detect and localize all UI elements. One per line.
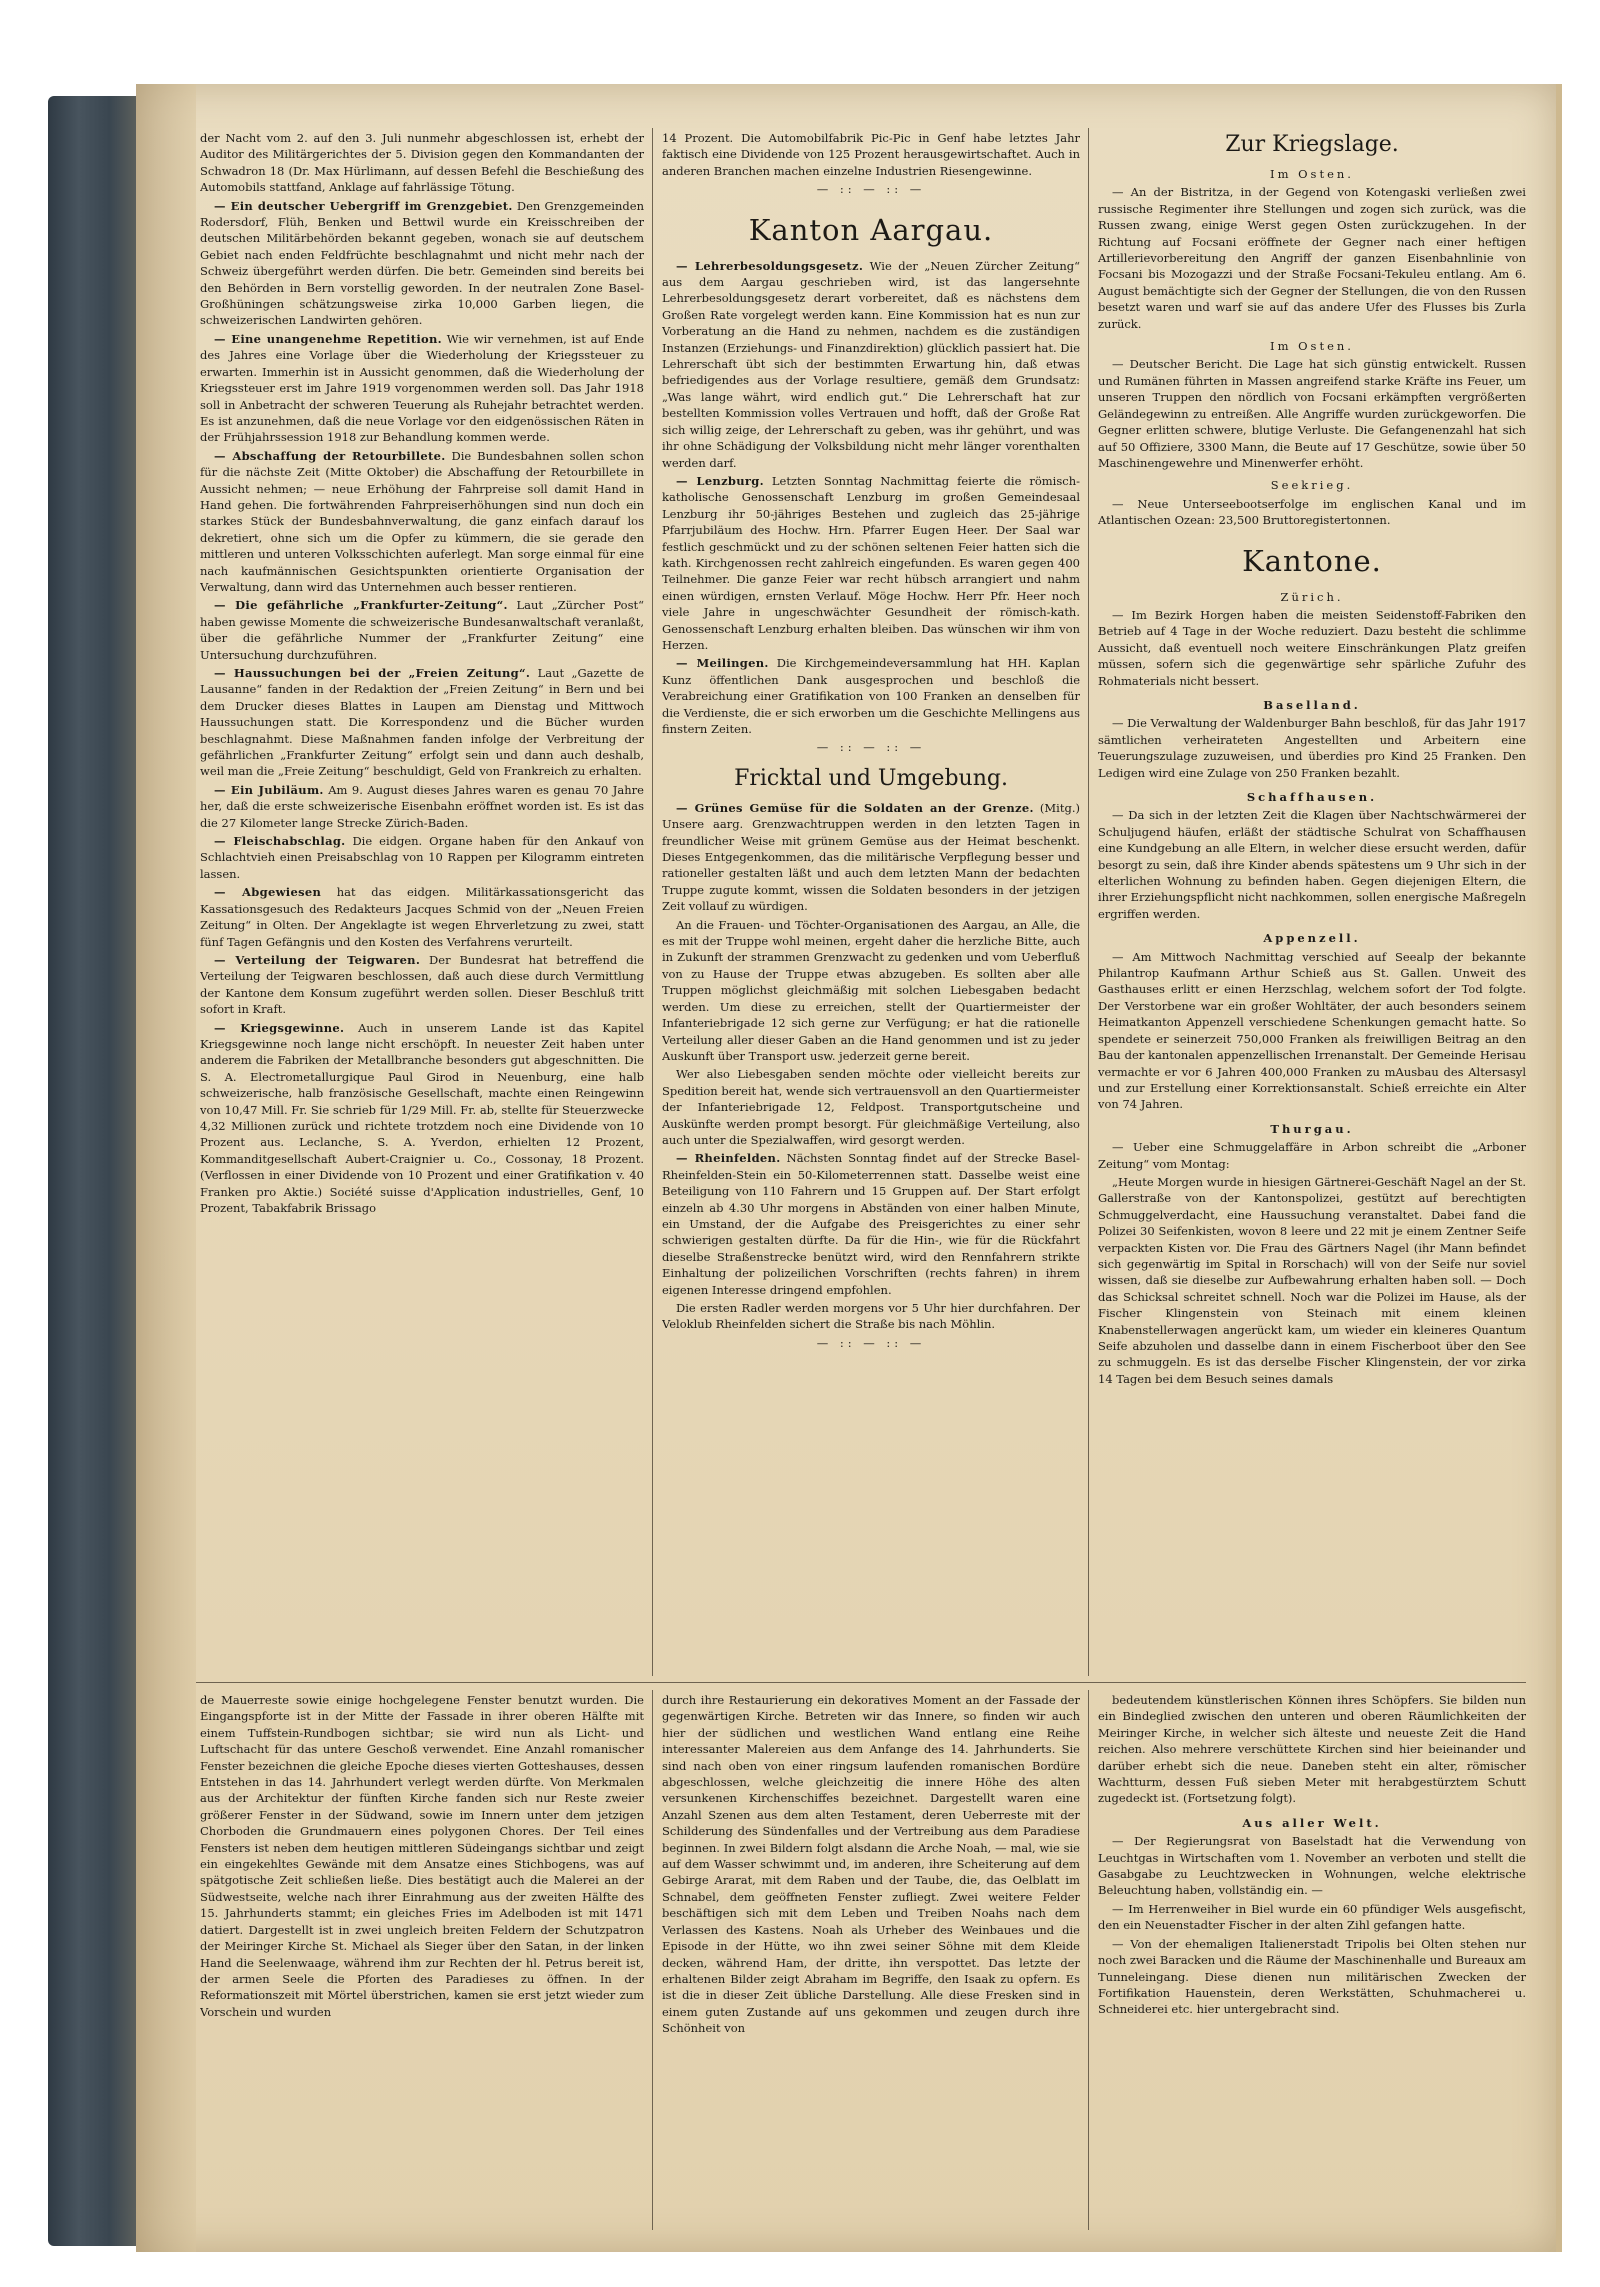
article-paragraph — [200, 448, 644, 596]
bottom-column-3 — [1098, 1692, 1526, 2232]
article-text: — Die Verwaltung der Waldenburger Bahn beschloß, für das Jahr 1917 sämtlichen verheirateten Angestellten und Arbeitern eine Teuerungszulage zuzuweisen, und überdies pro Kind 25 Franken. Den Ledigen wird eine Zulage von 250 Franken bezahlt. — [1098, 716, 1526, 780]
article-paragraph — [662, 130, 1080, 179]
article-text: Laut „Gazette de Lausanne“ fanden in der Redaktion der „Freien Zeitung“ in Bern und bei dem Drucker dieses Blattes in Laupen am Dienstag und Mittwoch Haussuchungen statt. Die Korrespondenz und die Bücher wurden beschlagnahmt. Diese Maßnahmen fanden infolge der Verbreitung der gefährlichen „Frankfurter Zeitung“ erfolgt sein und dann auch deshalb, weil man die „Freie Zeitung“ beschuldigt, Geld von Frankreich zu erhalten. — [200, 666, 644, 779]
news-item: — Der Regierungsrat von Baselstadt hat die Verwendung von Leuchtgas in Wirtschaften vom 1. November an verboten und stellt die Gasabgabe zu Leuchtzwecken in Wohnungen, welche elektrische Beleuchtung haben, vollständig ein. — — [1098, 1834, 1526, 1898]
article-text: hat das eidgen. Militärkassationsgericht das Kassationsgesuch des Redakteurs Jacques Schmid von der „Neuen Freien Zeitung“ in Olten. Der Angeklagte ist wegen Ehrverletzung zu zwei, statt fünf Tagen Gefängnis und den Kosten des Verfahrens verurteilt. — [200, 885, 644, 949]
subsection-heading: Zürich. — [1280, 589, 1344, 604]
subsection-heading: Appenzell. — [1263, 931, 1361, 946]
column-rule — [652, 1690, 653, 2230]
article-paragraph — [662, 1150, 1080, 1298]
article-paragraph — [1098, 496, 1526, 529]
article-lead: — Grünes Gemüse für die Soldaten an der Grenze. — [676, 800, 1034, 815]
article-lead: — Kriegsgewinne. — [214, 1020, 345, 1035]
news-item: — Im Herrenweiher in Biel wurde ein 60 pfündiger Wels ausgefischt, den ein Neuenstadter Fischer in der alten Zihl gefangen hatte. — [1098, 1901, 1526, 1933]
article-paragraph — [1098, 356, 1526, 471]
article-text: — Deutscher Bericht. Die Lage hat sich günstig entwickelt. Russen und Rumänen führten in Massen angreifend starke Kräfte ins Feuer, um unseren Truppen den nördlich von Focsani erkämpften vergrößerten Geländegewinn zu entreißen. Alle Angriffe wurden zurückgeworfen. Die Gegner erlitten schwere, blutige Verluste. Die Gefangenenzahl hat sich auf 50 Offiziere, 3300 Mann, die Beute auf 17 Geschütze, sowie über 50 Maschinengewehre und Minenwerfer erhöht. — [1098, 357, 1526, 470]
section-title: Zur Kriegslage. — [1225, 132, 1399, 157]
bottom-column-2 — [662, 1692, 1080, 2232]
article-text: der Nacht vom 2. auf den 3. Juli nunmehr abgeschlossen ist, erhebt der Auditor des Militärgerichtes der 5. Division gegen den Kommandanten der Schwadron 18 (Dr. Max Hürlimann, auf dessen Befehl die Beschießung des Automobils stattfand, Anklage auf fahrlässige Tötung. — [200, 131, 644, 195]
article-paragraph — [200, 833, 644, 882]
subsection-heading: Im Osten. — [1270, 339, 1354, 354]
subsection-heading: Thurgau. — [1270, 1121, 1354, 1136]
article-paragraph — [200, 1020, 644, 1217]
article-paragraph — [662, 473, 1080, 653]
article-text: Die eidgen. Organe haben für den Ankauf von Schlachtvieh einen Preisabschlag von 10 Rappen per Kilogramm eintreten lassen. — [200, 834, 644, 881]
separator: — :: — :: — — [816, 740, 926, 755]
article-paragraph — [662, 800, 1080, 915]
section-title: Kanton Aargau. — [748, 212, 994, 247]
column-3 — [1098, 122, 1526, 1678]
article-paragraph — [662, 655, 1080, 737]
article-text: Am 9. August dieses Jahres waren es genau 70 Jahre her, daß die erste schweizerische Eisenbahn eröffnet worden ist. Es ist das die 27 Kilometer lange Strecke Zürich-Baden. — [200, 782, 644, 830]
article-lead: — Fleischabschlag. — [214, 834, 346, 849]
book-binding — [48, 96, 136, 2246]
column-rule — [1088, 1690, 1089, 2230]
article-paragraph — [1098, 1139, 1526, 1172]
article-lead: — Eine unangenehme Repetition. — [214, 331, 442, 346]
subsection-heading: Baselland. — [1263, 697, 1361, 712]
column-rule — [1088, 128, 1089, 1676]
article-paragraph — [200, 782, 644, 831]
subsection-heading: Seekrieg. — [1270, 478, 1354, 493]
article-paragraph — [200, 198, 644, 329]
article-paragraph — [662, 917, 1080, 1065]
article-text: „Heute Morgen wurde in hiesigen Gärtnerei-Geschäft Nagel an der St. Gallerstraße von der Kantonspolizei, gestützt auf berechtigten Schmuggelverdacht, eine Haussuchung veranstaltet. Dabei fand die Polizei 30 Seifenkisten, wovon 8 leere und 22 mit je einem Zentner Seife verpackten Kisten vor. Die Frau des Gärtners Nagel (ihr Mann befindet sich gegenwärtig im Spital in Rorschach) will von der Seife nur soviel wissen, daß sie dieselbe zur Aufbewahrung erhalten haben soll. — Doch das Schicksal schreitet schnell. Noch war die Polizei im Hause, als der Fischer Klingenstein von Steinach mit einem kleinen Knabenstellerwagen angerückt kam, um wieder ein kleineres Quantum Seife abzuholen und dasselbe dann in einem Fischerboot über den See zu schmuggeln. Es ist das derselbe Fischer Klingenstein, der vor zirka 14 Tagen bei dem Besuch seines damals — [1098, 1174, 1526, 1386]
article-text: Wie wir vernehmen, ist auf Ende des Jahres eine Vorlage über die Wiederholung der Kriegssteuer zu erwarten. Immerhin ist in Aussicht genommen, daß die Wiederholung der Kriegssteuer erst im Jahre 1919 vorgenommen werden soll. Das Jahr 1918 soll in Anbetracht der schweren Teuerung als Ruhejahr betrachtet werden. Es ist anzunehmen, daß die neue Vorlage vor den eidgenössischen Räten in der Frühjahrssession 1918 zur Behandlung kommen werde. — [200, 331, 644, 445]
separator: — :: — :: — — [816, 1335, 926, 1350]
page-gutter — [136, 84, 196, 2252]
article-lead: — Lenzburg. — [676, 473, 764, 488]
article-text: — Da sich in der letzten Zeit die Klagen über Nachtschwärmerei der Schuljugend häufen, erläßt der städtische Schulrat von Schaffhausen eine Kundgebung an alle Eltern, in welcher diese ersucht werden, dafür besorgt zu sein, daß ihre Kinder abends spätestens um 9 Uhr sich in der elterlichen Wohnung zu befinden haben. Gegen diejenigen Eltern, die ihrer Erziehungspflicht nicht nachkommen, sollen energische Maßregeln ergriffen werden. — [1098, 808, 1526, 921]
article-paragraph — [200, 597, 644, 663]
article-text: Nächsten Sonntag findet auf der Strecke Basel-Rheinfelden-Stein ein 50-Kilometerrennen statt. Dasselbe weist eine Beteiligung von 110 Fahrern und 15 Gruppen auf. Der Start erfolgt einzeln ab 4.30 Uhr morgens in Abständen von einer halben Minute, ein Umstand, der die Aufgabe des Preisgerichtes zu einer sehr schwierigen gestalten dürfte. Da für die Hin-, wie für die Rückfahrt dieselbe Straßenstrecke benützt wird, wird den Rennfahrern strikte Einhaltung der polizeilichen Vorschriften (rechts fahren) in ihrem eigenen Interesse dringend empfohlen. — [662, 1151, 1080, 1297]
section-title: Kantone. — [1242, 543, 1382, 578]
column-1 — [200, 130, 644, 1678]
article-paragraph — [1098, 1174, 1526, 1387]
article-paragraph — [1098, 184, 1526, 332]
article-text: — Am Mittwoch Nachmittag verschied auf Seealp der bekannte Philantrop Kaufmann Arthur Schieß aus St. Gallen. Unweit des Gasthauses erlitt er einen Herzschlag, welchem sofort der Tod folgte. Der Verstorbene war ein großer Wohltäter, der auch besonders seinem Heimatkanton Appenzell verschiedene Schenkungen gemacht hatte. So spendete er seinerzeit 750,000 Franken als freiwilligen Beitrag an den Bau der kantonalen appenzellischen Irrenanstalt. Der Gemeinde Herisau vermachte er vor 6 Jahren 400,000 Franken zu mAusbau des Altersasyl und zur Erstellung einer Korrektionsanstalt. Schieß erreichte ein Alter von 74 Jahren. — [1098, 949, 1526, 1112]
article-text: Die ersten Radler werden morgens vor 5 Uhr hier durchfahren. Der Veloklub Rheinfelden sichert die Straße bis nach Möhlin. — [662, 1301, 1080, 1332]
news-item: — Von der ehemaligen Italienerstadt Tripolis bei Olten stehen nur noch zwei Baracken und die Räume der Maschinenhalle und Bureaux am Tunneleingang. Diese dienen nun militärischen Zwecken der Fortifikation Hauenstein, deren Werkstätten, Schuhmacherei u. Schneiderei etc. hier untergebracht sind. — [1098, 1936, 1526, 2017]
subsection-heading: Schaffhausen. — [1246, 790, 1378, 804]
article-text: Letzten Sonntag Nachmittag feierte die römisch-katholische Genossenschaft Lenzburg im großen Gemeindesaal Lenzburg ihr 50-jähriges Bestehen und zugleich das 25-jährige Pfarrjubiläum des Hochw. Hrn. Pfarrer Eugen Heer. Der Saal war festlich geschmückt und zu der schönen seltenen Feier hatten sich die kath. Kirchgenossen recht zahlreich eingefunden. Es waren gegen 400 Teilnehmer. Die ganze Feier war recht hübsch arrangiert und nahm einen würdigen, ernsten Verlauf. Möge Hochw. Herr Pfr. Heer noch viele Jahre in ungeschwächter Gesundheit der römisch-kath. Genossenschaft Lenzburg erhalten bleiben. Das wünschen wir ihm von Herzen. — [662, 473, 1080, 652]
article-text: Die Kirchgemeindeversammlung hat HH. Kaplan Kunz öffentlichen Dank ausgesprochen und beschloß die Verabreichung einer Gratifikation von 100 Franken an denselben für die Verdienste, die er sich erworben um die Geschichte Mellingens aus finstern Zeiten. — [662, 656, 1080, 736]
article-lead: — Meilingen. — [676, 656, 769, 671]
article-lead: — Ein deutscher Uebergriff im Grenzgebiet. — [214, 198, 513, 213]
section-heading: Aus aller Welt. — [1242, 1815, 1382, 1830]
article-lead: — Die gefährliche „Frankfurter-Zeitung“. — [214, 598, 508, 613]
article-text: Wie der „Neuen Zürcher Zeitung“ aus dem Aargau geschrieben wird, ist das langersehnte Lehrerbesoldungsgesetz derart vorbereitet, daß es nächstens dem Großen Rate vorgelegt werden kann. Eine Kommission hat es nun zur Vorberatung an die Hand zu nehmen, nachdem es die zuständigen Instanzen (Erziehungs- und Finanzdirektion) glücklich passiert hat. Die Lehrerschaft übt sich der bestimmten Erwartung hin, daß etwas befriedigendes aus der Vorlage resultiere, gemäß dem Grundsatz: „Was lange währt, wird endlich gut.“ Die Lehrerschaft hat zur bestellten Kommission volles Vertrauen und hofft, daß der Große Rat sich willig zeige, der Lehrerschaft zu geben, was ihr gehührt, und was ihr ohne Schädigung der Volksbildung nicht mehr länger vorenthalten werden darf. — [662, 258, 1080, 470]
bottom-column-1 — [200, 1692, 644, 2232]
section-rule — [196, 1682, 1526, 1683]
article-text: (Mitg.) Unsere aarg. Grenzwachtruppen werden in den letzten Tagen in freundlicher Weise mit grünem Gemüse aus der Heimat beschenkt. Dieses Entgegenkommen, das die militärische Verpflegung besser und rationeller gestalten läßt und auch dem letzten Mann der bedachten Truppe zugute kommt, wissen die Soldaten besonders in der jetzigen Zeit vollauf zu würdigen. — [662, 800, 1080, 914]
article-paragraph — [1098, 807, 1526, 922]
article-paragraph — [662, 1300, 1080, 1333]
article-paragraph — [662, 258, 1080, 471]
article-lead: — Ein Jubiläum. — [214, 782, 324, 797]
article-lead: — Abgewiesen — [214, 885, 322, 900]
article-text: Die Bundesbahnen sollen schon für die nächste Zeit (Mitte Oktober) die Abschaffung der Retourbillete in Aussicht nehmen; — neue Erhöhung der Fahrpreise soll damit Hand in Hand gehen. Die fortwährenden Fahrpreiserhöhungen sind nun doch ein starkes Stück der Bundesbahnverwaltung, die ganz einfach darauf los dekretiert, ohne sich um die Opfer zu kümmern, die sie gerade den mittleren und unteren Volksschichten auferlegt. Man sorge einmal für eine nach kaufmännischen Gesichtspunkten orientierte Organisation der Verwaltung, dann wird das Unternehmen auch besser rentieren. — [200, 448, 644, 594]
article-paragraph — [1098, 607, 1526, 689]
article-paragraph — [200, 130, 644, 196]
article-paragraph — [200, 665, 644, 780]
article-paragraph — [200, 331, 644, 446]
bottom-text: de Mauerreste sowie einige hochgelegene Fenster benutzt wurden. Die Eingangspforte ist in der Mitte der Fassade in ihrer oberen Hälfte mit einem Tuffstein-Rundbogen sichtbar; sie wird nun als Licht- und Luftschacht für das untere Geschoß verwendet. Eine Anzahl romanischer Fenster bezeichnen die gleiche Epoche dieses vierten Gotteshauses, dessen Entstehen in das 14. Jahrhundert verlegt werden dürfte. Von Merkmalen aus der Architektur der fünften Kirche fanden sich nur Reste zweier größerer Fenster in der Südwand, sowie im Innern unter dem jetzigen Chorboden die Grundmauern eines polygonen Chores. Der Teil eines Fensters ist neben dem heutigen mittleren Südeingangs sichtbar und zeigt ein eingekehltes Gewände mit dem Ansatze eines Stichbogens, was auf spätgotische Zeit schließen ließe. Dies bestätigt auch die Malerei an der Südwestseite, welche nach ihrer Einrahmung aus der zweiten Hälfte des 15. Jahrhunderts stammt; ein gleiches Fries im Adelboden ist mit 1471 datiert. Dargestellt ist in zwei ungleich breiten Feldern der Schutzpatron der Meiringer Kirche St. Michael als Sieger über den Satan, in der linken Hand die Seelenwaage, während ihm zur Rechten der hl. Petrus bereit ist, der armen Seele die Pforten des Paradieses zu öffnen. In der Reformationszeit mit Mörtel überstrichen, kamen sie erst jetzt wieder zum Vorschein und wurden — [200, 1693, 644, 2019]
column-2 — [662, 130, 1080, 1678]
article-paragraph — [1098, 715, 1526, 781]
article-text: Auch in unserem Lande ist das Kapitel Kriegsgewinne noch lange nicht erschöpft. In neuester Zeit haben unter anderem die Fabriken der Metallbranche besonders gut abgeschnitten. Die S. A. Electrometallurgique Paul Girod in Neuenburg, eine halb schweizerische, halb französische Gesellschaft, machte einen Reingewinn von 10,47 Mill. Fr. Sie schrieb für 1/29 Mill. Fr. ab, stellte für Steuerzwecke 4,32 Millionen zurück und richtete trotzdem noch eine Dividende von 10 Prozent aus. Leclanche, S. A. Yverdon, erhielten 12 Prozent, Kommanditgesellschaft Aubert-Craignier u. Co., Cossonay, 18 Prozent. (Verflossen in einer Dividende von 10 Prozent und einer Gratifikation v. 40 Franken pro Aktie.) Société suisse d'Application industrielles, Genf, 10 Prozent, Tabakfabrik Brissago — [200, 1020, 644, 1215]
bottom-text: bedeutendem künstlerischen Können ihres Schöpfers. Sie bilden nun ein Bindeglied zwischen den unteren und oberen Räumlichkeiten der Meiringer Kirche, in welcher sich älteste und neueste Zeit die Hand reichen. Also mehrere verschüttete Kirchen sind hier beieinander und darüber erhebt sich die neue. Daneben steht ein alter, römischer Wachtturm, dessen Fuß sieben Meter mit herabgestürztem Schutt zugedeckt ist. (Fortsetzung folgt). — [1098, 1693, 1526, 1806]
article-lead: — Verteilung der Teigwaren. — [214, 952, 421, 967]
article-text: — Im Bezirk Horgen haben die meisten Seidenstoff-Fabriken den Betrieb auf 4 Tage in der Woche reduziert. Dazu besteht die schlimme Aussicht, daß eventuell noch weitere Einschränkungen Platz greifen müssen, sofern sich die gegenwärtige sehr spärliche Zufuhr des Rohmaterials nicht bessert. — [1098, 607, 1526, 688]
article-text: 14 Prozent. Die Automobilfabrik Pic-Pic in Genf habe letztes Jahr faktisch eine Dividende von 125 Prozent herausgewirtschaftet. Auch in anderen Branchen machen einzelne Industrien Riesengewinne. — [662, 131, 1080, 178]
section-title: Fricktal und Umgebung. — [734, 765, 1008, 791]
column-rule — [652, 128, 653, 1676]
separator: — :: — :: — — [816, 182, 926, 197]
article-paragraph — [662, 1066, 1080, 1148]
article-text: Wer also Liebesgaben senden möchte oder vielleicht bereits zur Spedition bereit hat, wende sich vertrauensvoll an den Quartiermeister der Infanteriebrigade 12, Feldpost. Transportgutscheine und Auskünfte werden prompt besorgt. Für gleichmäßige Verteilung, also auch unter die Spezialwaffen, wird gesorgt werden. — [662, 1067, 1080, 1147]
article-text: — An der Bistritza, in der Gegend von Kotengaski verließen zwei russische Regimenter ihre Stellungen und zogen sich zurück, was die Russen zwang, einige Werst gegen Osten zurückzugehen. In der Richtung auf Focsani eröffnete der Gegner nach einer heftigen Artillerievorbereitung den Angriff der ganzen Eisenbahnlinie von Focsani bis Mozogazzi und der Straße Focsani-Tekuleu entlang. Am 6. August bemächtigte sich der Gegner der Stellungen, die von den Russen besetzt waren und warf sie auf das andere Ufer des Flusses bis Zurla zurück. — [1098, 185, 1526, 331]
article-text: — Neue Unterseebootserfolge im englischen Kanal und im Atlantischen Ozean: 23,500 Bruttoregistertonnen. — [1098, 496, 1526, 528]
subsection-heading: Im Osten. — [1270, 167, 1354, 181]
article-lead: — Abschaffung der Retourbillete. — [214, 448, 446, 463]
article-lead: — Rheinfelden. — [676, 1151, 781, 1166]
article-lead: — Haussuchungen bei der „Freien Zeitung“. — [214, 666, 531, 680]
bottom-text: durch ihre Restaurierung ein dekoratives Moment an der Fassade der gegenwärtigen Kirche. Betreten wir das Innere, so finden wir auch hier der südlichen und westlichen Wand entlang eine Reihe interessanter Malereien aus dem Anfange des 14. Jahrhunderts. Sie sind nach oben von einer ringsum laufenden romanischen Bordüre abgeschlossen, welche gleichzeitig die innere Höhe des alten versunkenen Kirchenschiffes bezeichnet. Dargestellt waren eine Anzahl Szenen aus dem alten Testament, deren Ueberreste mit der Schilderung des Sündenfalles und der Vertreibung aus dem Paradiese beginnen. In zwei Bildern folgt alsdann die Arche Noah, — mal, wie sie auf dem Wasser schwimmt und, im anderen, ihre Scheiterung auf dem Gebirge Ararat, mit dem Raben und der Taube, die, das Oelblatt im Schnabel, dem geöffneten Fenster zufliegt. Zwei weitere Felder beschäftigen sich mit dem Leben und Treiben Noahs nach dem Verlassen des Kastens. Noah als Urheber des Weinbaues und die Episode in der Hütte, wo ihn zwei seiner Söhne mit dem Kleide decken, während Ham, der dritte, ihn verspottet. Das letzte der erhaltenen Bilder zeigt Abraham im Begriffe, den Isaak zu opfern. Es ist die in dieser Zeit übliche Darstellung. Alle diese Fresken sind in einem guten Zustande auf uns gekommen und zeugen durch ihre Schönheit von — [662, 1693, 1080, 2036]
article-text: Der Bundesrat hat betreffend die Verteilung der Teigwaren beschlossen, daß auch diese durch Vermittlung der Kantone dem Konsum zugeführt werden sollen. Dieser Beschluß tritt sofort in Kraft. — [200, 952, 644, 1017]
article-text: Den Grenzgemeinden Rodersdorf, Flüh, Benken und Bettwil wurde ein Kreisschreiben der deutschen Militärbehörden bekannt gegeben, wonach sie auf deutschem Gebiet nach enden Feldfrüchte beschlagnahmt und nicht mehr nach der Schweiz übergeführt werden dürfen. Die betr. Gemeinden sind bereits bei den Behörden in Bern vorstellig geworden. In der neutralen Zone Basel-Großhüningen schätzungsweise zirka 10,000 Garben liegen, die schweizerischen Landwirten gehören. — [200, 198, 644, 328]
article-text: An die Frauen- und Töchter-Organisationen des Aargau, an Alle, die es mit der Truppe wohl meinen, ergeht daher die herzliche Bitte, auch in Zukunft der strammen Grenzwacht zu gedenken und vom Ueberfluß von zu Hause der Truppe etwas abzugeben. Es sollten aber alle Truppen möglichst gleichmäßig mit solchen Liebesgaben bedacht werden. Um diese zu erreichen, stellt der Quartiermeister der Infanteriebrigade 12 sich gerne zur Verfügung; er hat die rationelle Verteilung aller dieser Gaben an die Hand genommen und ist zu jeder Auskunft über Transport usw. jederzeit gerne bereit. — [662, 917, 1080, 1063]
article-text: Laut „Zürcher Post“ haben gewisse Momente die schweizerische Bundesanwaltschaft veranlaßt, über die gefährliche Nummer der „Frankfurter Zeitung“ eine Untersuchung durchzuführen. — [200, 598, 644, 662]
article-paragraph — [1098, 949, 1526, 1113]
article-lead: — Lehrerbesoldungsgesetz. — [676, 258, 864, 273]
article-text: — Ueber eine Schmuggelaffäre in Arbon schreibt die „Arboner Zeitung“ vom Montag: — [1098, 1140, 1526, 1171]
article-paragraph — [200, 884, 644, 950]
article-paragraph — [200, 952, 644, 1018]
